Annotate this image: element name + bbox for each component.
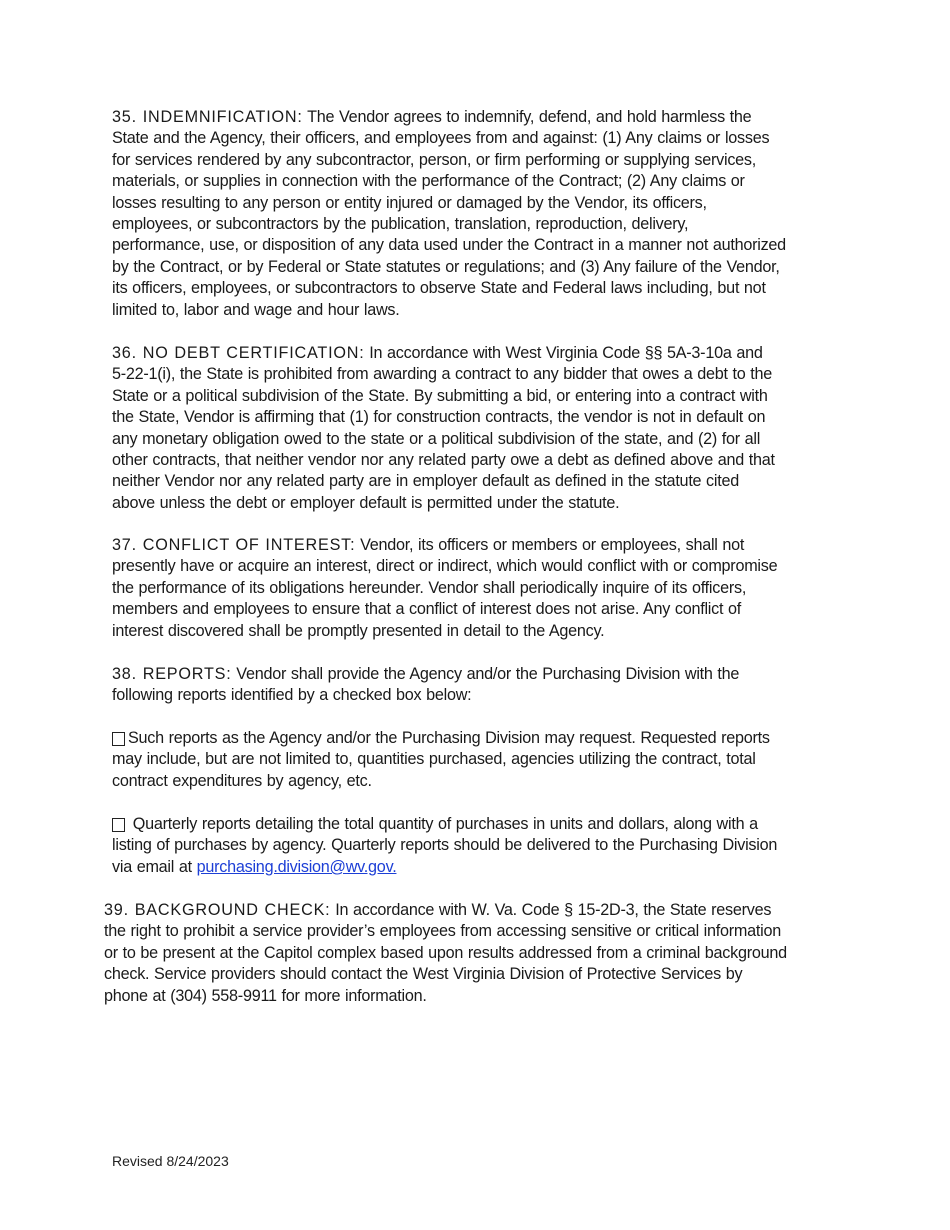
section-35-indemnification [112, 107, 852, 321]
section-38-body: Vendor shall provide the Agency and/or the Purchasing Division with the following reports identified by a checked box below: [112, 665, 740, 705]
section-35-body: The Vendor agrees to indemnify, defend, and hold harmless the State and the Agency, their officers, and employees from and against: (1) Any claims or losses for services rendered by any subcontractor, person, or firm performing or supplying services, materials, or supplies in connection with the performance of the Contract; (2) Any claims or losses resulting to any person or entity injured or damaged by the Vendor, its officers, employees, or subcontractors by the publication, translation, reproduction, delivery, performance, use, or disposition of any data used under the Contract in a manner not authorized by the Contract, or by Federal or State statutes or regulations; and (3) Any failure of the Vendor, its officers, employees, or subcontractors to observe State and Federal laws including, but not limited to, labor and wage and hour laws. [112, 108, 786, 319]
report-option-1-text: Such reports as the Agency and/or the Purchasing Division may request. Requested reports may include, but are not limited to, quantities purchased, agencies utilizing the contract, total contract expenditures by agency, etc. [112, 729, 770, 790]
section-38-reports [112, 664, 852, 707]
report-option-quarterly [112, 814, 852, 878]
section-37-heading: 37. CONFLICT OF INTEREST: [112, 536, 356, 554]
section-38-heading: 38. REPORTS: [112, 665, 232, 683]
agency-request-checkbox[interactable] [112, 732, 125, 746]
section-39-heading: 39. BACKGROUND CHECK: [104, 901, 331, 919]
section-36-no-debt-certification [112, 343, 852, 514]
section-36-body: In accordance with West Virginia Code §§ 5A-3-10a and 5-22-1(i), the State is prohibited from awarding a contract to any bidder that owes a debt to the State or a political subdivision of the State. By submitting a bid, or entering into a contract with the State, Vendor is affirming that (1) for construction contracts, the vendor is not in default on any monetary obligation owed to the state or a political subdivision of the state, and (2) for all other contracts, that neither vendor nor any related party owe a debt as defined above and that neither Vendor nor any related party are in employer default as defined in the statute cited above unless the debt or employer default is permitted under the statute. [112, 344, 775, 512]
section-37-body: Vendor, its officers or members or employees, shall not presently have or acquire an interest, direct or indirect, which would conflict with or compromise the performance of its obligations hereunder. Vendor shall periodically inquire of its officers, members and employees to ensure that a conflict of interest does not arise. Any conflict of interest discovered shall be promptly presented in detail to the Agency. [112, 536, 778, 640]
section-35-heading: 35. INDEMNIFICATION: [112, 108, 303, 126]
report-option-agency-request [112, 728, 852, 792]
quarterly-reports-checkbox[interactable] [112, 818, 125, 832]
report-option-2-text: Quarterly reports detailing the total quantity of purchases in units and dollars, along with a listing of purchases by agency. Quarterly reports should be delivered to the Purchasing Division via email at [112, 815, 778, 876]
section-37-conflict-of-interest [112, 535, 852, 642]
purchasing-email-link[interactable]: purchasing.division@wv.gov. [196, 857, 397, 876]
section-39-body: In accordance with W. Va. Code § 15-2D-3, the State reserves the right to prohibit a service provider’s employees from accessing sensitive or critical information or to be present at the Capitol complex based upon results addressed from a criminal background check. Service providers should contact the West Virginia Division of Protective Services by phone at (304) 558-9911 for more information. [104, 901, 787, 1005]
section-39-background-check [104, 900, 852, 1007]
section-36-heading: 36. NO DEBT CERTIFICATION: [112, 344, 365, 362]
revision-date-footer: Revised 8/24/2023 [112, 1153, 229, 1169]
